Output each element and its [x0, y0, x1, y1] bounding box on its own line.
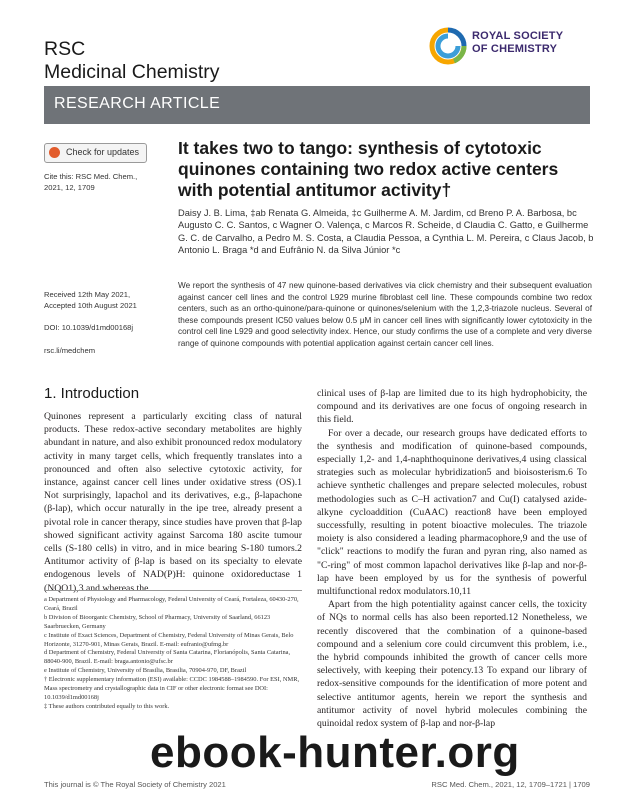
footnotes: [44, 596, 302, 712]
doi[interactable]: DOI: 10.1039/d1md00168j: [44, 323, 134, 332]
page-footer: [44, 780, 590, 794]
footnote: c Institute of Exact Sciences, Department of Chemistry, Federal University of Minas Gerais, Belo Horizonte, 31270-901, Minas Gerais, Brazil. E-mail: eufranio@ufmg.br: [44, 631, 294, 648]
paragraph: Quinones represent a particularly exciting class of natural products. These redox-active secondary metabolites are highly abundant in nature, and also exhibit pronounced redox modulatory activity in many target cells, which frequently translates into a pronounced and often also selective cytotoxic activity, for instance, against cancer cell lines under oxidative stress (OS).1 Not surprisingly, lapachol and its derivatives, e.g., β-lapachone (β-lap), which occur naturally in the ipe tree, already present a pivotal role in cancer therapy, since studies have proven that β-lap showed significant activity against Sarcoma 180 ascite tumour cells (S-180 cells) in vitro, and in mice bearing S-180 tumors.2 Antitumor activity of β-lap is based on its specialty to elevate endogenous levels of NAD(P)H: quinone oxidoreductase 1 (NQO1),3 and whereas the: [44, 411, 302, 594]
paragraph: clinical uses of β-lap are limited due to its high hydrophobicity, the compound and its derivatives are one focus of ongoing research in this field.: [317, 388, 587, 426]
received-date: Received 12th May 2021,: [44, 290, 131, 299]
footnote: a Department of Physiology and Pharmacology, Federal University of Ceará, Fortaleza, 60430-270, Ceará, Brazil: [44, 596, 299, 612]
footnote: d Department of Chemistry, Federal University of Santa Catarina, Florianópolis, Santa Catarina, 88040-900, Brazil. E-mail: braga.antonio@ufsc.br: [44, 649, 291, 666]
divider: [44, 590, 302, 591]
footnote: e Institute of Chemistry, University of Brasilia, Brasilia, 70904-970, DF, Brazil: [44, 667, 247, 675]
crossmark-icon: [49, 147, 60, 158]
section-heading: 1. Introduction: [44, 385, 140, 402]
left-column: [44, 410, 302, 595]
rsc-logo: [428, 26, 588, 76]
rsc-logo-icon: [428, 26, 468, 70]
journal-link[interactable]: rsc.li/medchem: [44, 345, 96, 355]
footnote: b Division of Bioorganic Chemistry, School of Pharmacy, University of Saarland, 66123 Saarbruecken, Germany: [44, 613, 271, 630]
article-title: It takes two to tango: synthesis of cytotoxic quinones containing two redox active centers with potential antitumor activity†: [178, 138, 559, 200]
article-meta: [44, 290, 164, 356]
abstract: We report the synthesis of 47 new quinone-based derivatives via click chemistry and their subsequent evaluation against cancer cell lines and the control L929 murine fibroblast cell line. These compounds combine two redox centers, such as an ortho-quinone/para-quinone or quinones/selenium with the 1,2,3-triazole nucleus. Several of these compounds present IC50 values below 0.5 μM in cancer cell lines with significantly lower cytotoxicity in the control cell line L929 and good selectivity index. Hence, our study confirms the use of a complete and very diverse range of quinone compounds with potential application against certain cancer cell lines.: [178, 281, 592, 348]
journal-name: [44, 38, 220, 84]
right-column: [317, 387, 587, 730]
watermark: ebook-hunter.org: [150, 728, 520, 777]
logo-line1: ROYAL SOCIETY: [472, 30, 564, 42]
footnote: † Electronic supplementary information (ESI) available: CCDC 1984588–1984590. For ESI, NMR, Mass spectrometry and crystallographic data in CIF or other electronic format see DOI: 10.1039/d1md00168j: [44, 676, 300, 701]
paragraph: Apart from the high potentiality against cancer cells, the toxicity of NQs to normal cells has also been reported.12 Nonetheless, we recently discovered that the combination of a quinone-based compound and a selenium core could circumvent this problem, i.e., the hybrid compounds inhibited the growth of cancer cells more selectively, with keeping their potency.13 To expand our library of redox-sensitive compounds for the identification of more potent and selective antitumor agents, herein we report the synthesis and antitumor activity of novel hybrid molecules combining the quinoidal redox system of β-lap and nor-β-lap: [317, 599, 587, 730]
paragraph: For over a decade, our research groups have dedicated efforts to the synthesis and modification of quinone-based compounds, especially 1,2- and 1,4-naphthoquinone derivatives,4 using classical strategies such as molecular hybridization5 and bioisosterism.6 To achieve synthetic challenges and prepare selected molecules, robust methodologies such as C–H activation7 and Cu(I) catalysed azide-alkyne cycloaddition (CuAAC) reaction8 have been employed successfully, resulting in potent bioactive molecules. The triazole moiety is also considered a leading pharmacophore,9 and the use of "click" reactions to modify the furan and pyran ring, also named as "C-ring" of most common lapachol derivatives like β-lap and nor-β-lap have been employed by us for the synthesis of powerful multifunctional redox modulators.10,11: [317, 427, 587, 598]
author-list: Daisy J. B. Lima, ‡ab Renata G. Almeida, ‡c Guilherme A. M. Jardim, cd Breno P. A. Barbosa, bc Augusto C. C. Santos, c Wagner O. Valença, c Marcos R. Scheide, d Claudia C. Gatto, e Guilherme G. C. de Carvalho, a Pedro M. S. Costa, a Claudia Pessoa, a Cynthia L. M. Pereira, c Claus Jacob, b Antonio L. Braga *d and Eufrânio N. da Silva Júnior *c: [178, 208, 594, 255]
footnote: ‡ These authors contributed equally to this work.: [44, 702, 170, 710]
accepted-date: Accepted 10th August 2021: [44, 300, 137, 310]
banner-label: RESEARCH ARTICLE: [54, 95, 221, 112]
logo-line2: OF CHEMISTRY: [472, 43, 558, 55]
section-banner: [44, 86, 590, 124]
check-updates-button[interactable]: [44, 143, 147, 163]
journal-name-line2: Medicinal Chemistry: [44, 61, 220, 83]
footer-copyright: This journal is © The Royal Society of Chemistry 2021: [44, 780, 226, 789]
journal-name-line1: RSC: [44, 38, 86, 60]
footer-page-info: RSC Med. Chem., 2021, 12, 1709–1721 | 1709: [431, 780, 590, 789]
citation: Cite this: RSC Med. Chem., 2021, 12, 1709: [44, 172, 138, 192]
check-updates-label: Check for updates: [66, 147, 140, 157]
